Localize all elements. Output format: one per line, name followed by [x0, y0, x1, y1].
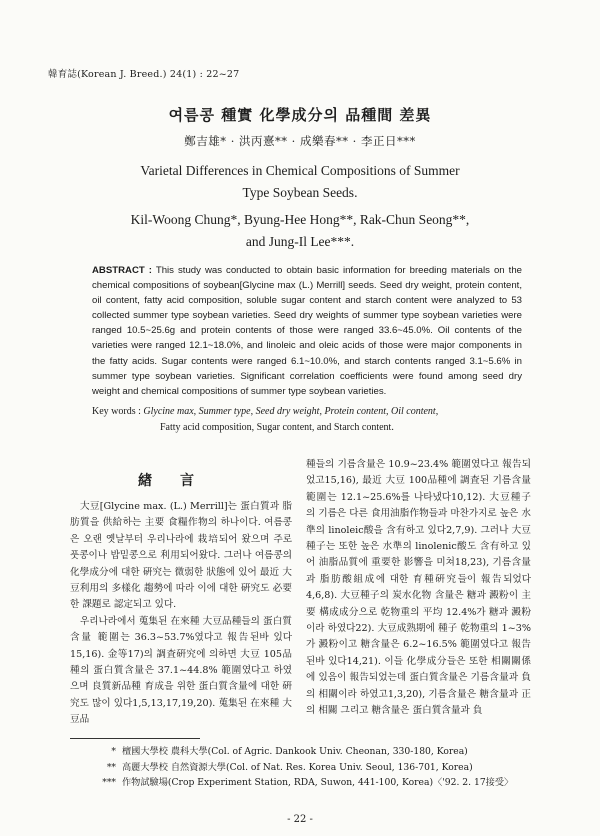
authors-english-line1: Kil-Woong Chung*, Byung-Hee Hong**, Rak-Chun Seong**, [130, 212, 470, 227]
journal-citation: 韓育誌(Korean J. Breed.) 24(1) : 22~27 [48, 69, 240, 80]
title-korean: 여름콩 種實 化學成分의 品種間 差異 [168, 106, 432, 124]
left-paragraph-2: 우리나라에서 蒐集된 在來種 大豆品種들의 蛋白質含量 範圍는 36.3~53.7%였다고 報告된바 있다15,16). 金等17)의 調査硏究에 의하면 大豆 105品種의 蛋白質含量은 37.1~44.8% 範圍였다고 하였으며 良質新品種 育成을 위한 蛋白質含量에 대한 硏究도 많이 있다1,5,13,17,19,20). 蒐集된 在來種 大豆品 [70, 615, 292, 726]
footnote-1 [82, 744, 562, 760]
title-english-line1: Varietal Differences in Chemical Compositions of Summer [140, 163, 460, 178]
body-column-right [306, 457, 531, 720]
page-number: - 22 - [287, 814, 313, 825]
footnote-mark: * [111, 746, 116, 757]
footnote-text: 高麗大學校 自然資源大學(Col. of Nat. Res. Korea Univ. Seoul, 136-701, Korea) [122, 761, 473, 773]
keywords-heading: Key words : [92, 406, 141, 417]
right-paragraph-1: 種들의 기름含量은 10.9~23.4% 範圍였다고 報告되었고15,16), 最近 大豆 100品種에 調査된 기름含量範圍는 12.1~25.6%를 나타냈다10,12). 大豆種子의 기름은 다른 食用油脂作物들과 마찬가지로 높은 水準의 linoleic酸을 含有하고 있다2,7,9). 그러나 大豆種子는 또한 높은 水準의 linolenic酸도 含有하고 있어 油脂品質에 重要한 影響을 미쳐18,23), 기름含量과 脂肪酸組成에 대한 育種硏究들이 報告되었다4,6,8). 大豆種子의 炭水化物 含量은 糖과 澱粉이 主要 構成成分으로 乾物重의 平均 12.4%가 糖과 澱粉이라 하였다22). 大豆成熟期에 種子 乾物重의 1~3%가 澱粉이고 糖含量은 6.2~16.5% 範圍였다고 報告된바 있다14,21). 이들 化學成分들은 또한 相關關係에 있음이 報告되었는데 蛋白質含量은 기름含量과 負의 相關이라 하였고1,3,20), 기름含量은 糖含量과 正의 相關 그리고 糖含量은 蛋白質含量과 負 [306, 459, 531, 717]
footnote-3 [82, 775, 562, 791]
body-column-left [70, 499, 292, 729]
footnote-text: 檀國大學校 農科大學(Col. of Agric. Dankook Univ. Cheonan, 330-180, Korea) [122, 746, 468, 757]
keywords-line2: Fatty acid composition, Sugar content, and Starch content. [160, 421, 394, 433]
title-english [60, 160, 540, 204]
authors-english [60, 209, 540, 253]
footnote-2 [82, 760, 562, 776]
authors-english-line2: and Jung-Il Lee***. [245, 234, 355, 249]
keywords-line1: Glycine max, Summer type, Seed dry weight, Protein content, Oil content, [143, 406, 439, 417]
footnotes [82, 744, 562, 791]
section-heading-introduction: 緖言 [138, 473, 222, 489]
footnote-text: 作物試驗場(Crop Experiment Station, RDA, Suwon, 441-100, Korea)〈'92. 2. 17接受〉 [122, 777, 514, 788]
footnote-mark: *** [102, 777, 116, 788]
abstract [92, 263, 522, 399]
title-english-line2: Type Soybean Seeds. [242, 185, 358, 200]
authors-korean: 鄭吉雄* · 洪丙憙** · 成樂春** · 李正日*** [184, 134, 416, 148]
footnote-divider [70, 738, 200, 739]
abstract-heading: ABSTRACT : [92, 265, 152, 276]
keywords [92, 404, 532, 435]
abstract-body: This study was conducted to obtain basic information for breeding materials on the chemical compositions of soybean[Glycine max (L.) Merrill] seeds. Seed dry weight, protein content, oil content, fatty acid composition, soluble sugar content and starch content were analyzed to 53 collected summer type soybean varieties. Seed dry weights of summer type soybean varieties were ranged 10.5~25.6g and protein contents of those were ranged 33.6~45.0%. Oil contents of the varieties were ranged 12.1~18.0%, and linoleic and oleic acids of those were major components in the fatty acids. Sugar contents were ranged 6.1~10.0%, and starch contents ranged 3.1~5.6% in summer type soybean varieties. Significant correlation coefficients were found among seed dry weight and chemical compositions of summer type soybean varieties. [92, 265, 522, 397]
left-paragraph-1: 大豆[Glycine max. (L.) Merrill]는 蛋白質과 脂肪質을 供給하는 主要 食糧作物의 하나이다. 여름콩은 오랜 옛날부터 우리나라에 栽培되어 왔으며 주로 풋콩이나 밥밑콩으로 利用되어왔다. 그러나 여름콩의 化學成分에 대한 硏究는 微弱한 狀態에 있어 最近 大豆利用의 多樣化 趨勢에 따라 이에 대한 硏究도 必要한 課題로 認定되고 있다. [70, 501, 292, 611]
footnote-mark: ** [106, 761, 116, 773]
